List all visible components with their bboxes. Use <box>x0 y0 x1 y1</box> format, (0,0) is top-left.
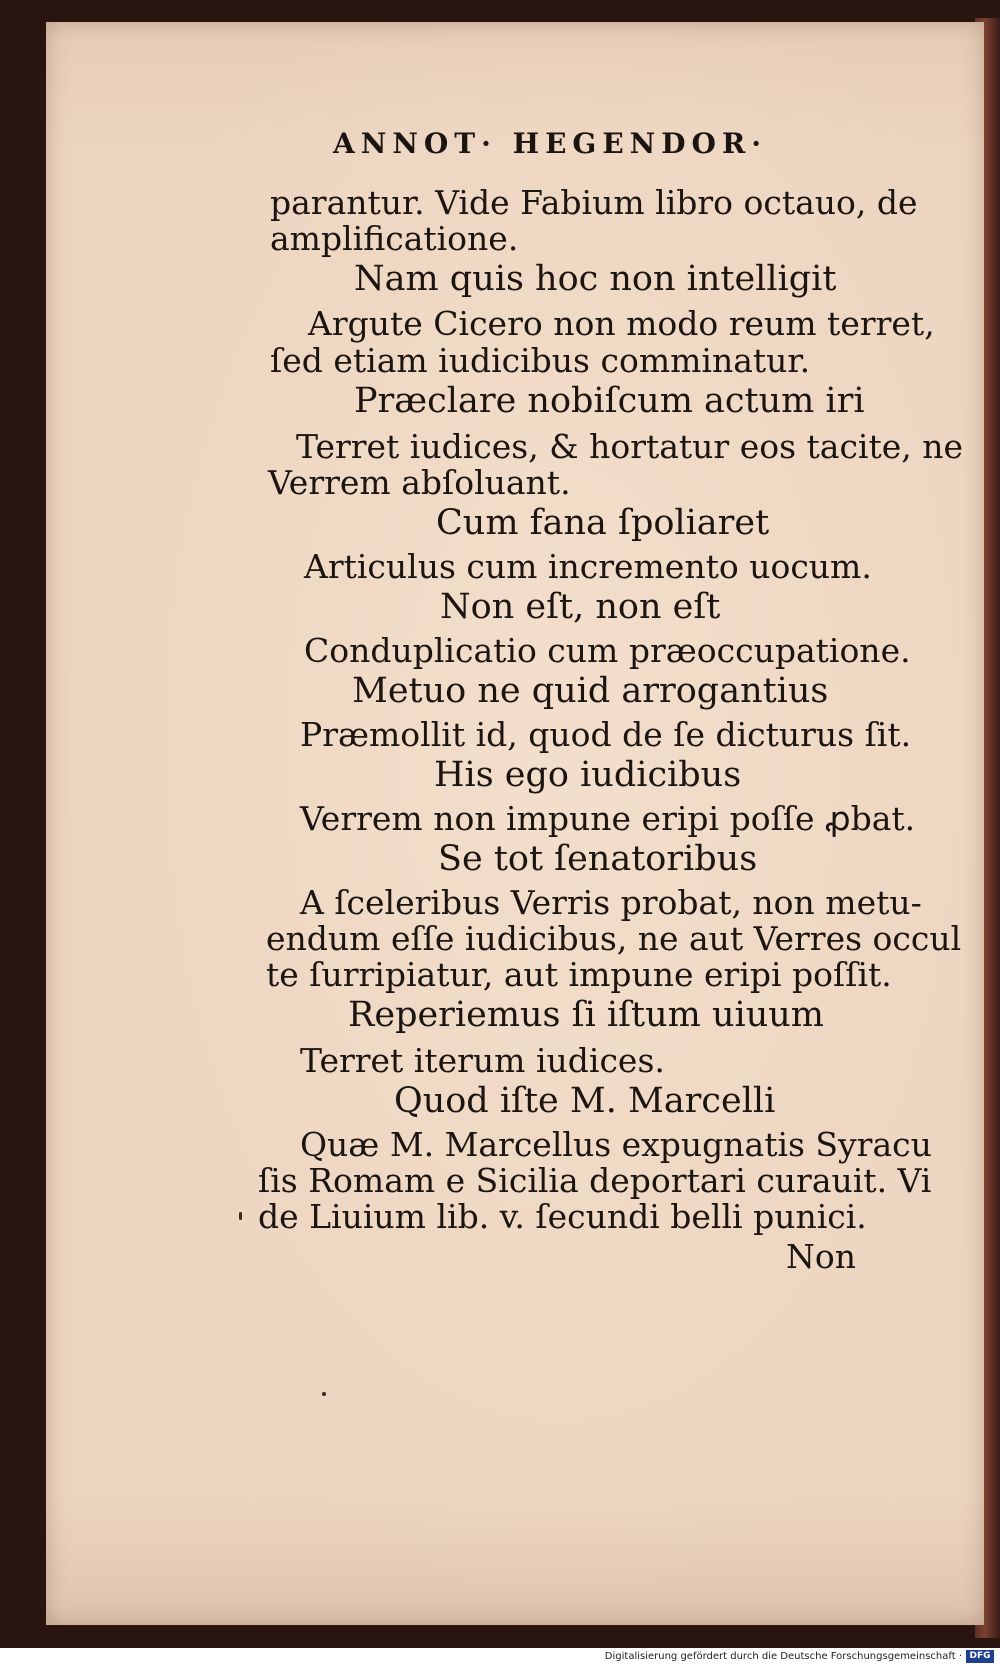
ink-speck <box>322 1392 326 1396</box>
lemma-line: Reperiemus ſi iſtum uiuum <box>348 995 824 1035</box>
text-line: Quæ M. Marcellus expugnatis Syracu <box>300 1125 932 1164</box>
footer-bar <box>0 1648 1000 1666</box>
lemma-line: His ego iudicibus <box>434 755 742 795</box>
text-line: Præmollit id, quod de ſe dicturus ſit. <box>300 715 912 754</box>
text-line: endum eſſe iudicibus, ne aut Verres occul <box>266 919 962 958</box>
funding-notice: Digitalisierung gefördert durch die Deutsche Forschungsgemeinschaft · <box>604 1651 962 1662</box>
text-line: ſis Romam e Sicilia deportari curauit. Vi <box>258 1161 932 1200</box>
book-page <box>46 22 984 1625</box>
lemma-line: Non eſt, non eſt <box>440 587 721 627</box>
text-line: Conduplicatio cum præoccupatione. <box>304 631 911 670</box>
catchword: Non <box>786 1237 856 1276</box>
text-line: Articulus cum incremento uocum. <box>304 547 872 586</box>
text-line: de Liuium lib. v. ſecundi belli punici. <box>258 1197 867 1236</box>
text-line: Terret iudices, & hortatur eos tacite, ne <box>296 427 964 466</box>
dfg-logo: DFG <box>966 1650 994 1663</box>
text-line: Verrem abſoluant. <box>268 463 571 502</box>
text-line: Argute Cicero non modo reum terret, <box>308 304 935 343</box>
lemma-line: Præclare nobiſcum actum iri <box>354 381 865 421</box>
text-line: ſed etiam iudicibus comminatur. <box>270 341 811 380</box>
text-line: te ſurripiatur, aut impune eripi poſſit. <box>266 955 892 994</box>
lemma-line: Cum fana ſpoliaret <box>436 503 770 543</box>
running-header: ANNOT· HEGENDOR· <box>333 127 767 160</box>
lemma-line: Nam quis hoc non intelligit <box>354 259 837 299</box>
text-line: Verrem non impune eripi poſſe ꝓbat. <box>300 799 916 838</box>
page-text <box>46 22 984 1625</box>
text-line: A ſceleribus Verris probat, non metu- <box>300 883 922 922</box>
lemma-line: Se tot ſenatoribus <box>438 839 758 879</box>
lemma-line: Quod iſte M. Marcelli <box>394 1081 776 1121</box>
text-line: parantur. Vide Fabium libro octauo, de <box>270 183 918 222</box>
text-line: Terret iterum iudices. <box>300 1041 665 1080</box>
text-line: amplificatione. <box>270 219 519 258</box>
ink-speck <box>239 1212 242 1220</box>
lemma-line: Metuo ne quid arrogantius <box>352 671 829 711</box>
